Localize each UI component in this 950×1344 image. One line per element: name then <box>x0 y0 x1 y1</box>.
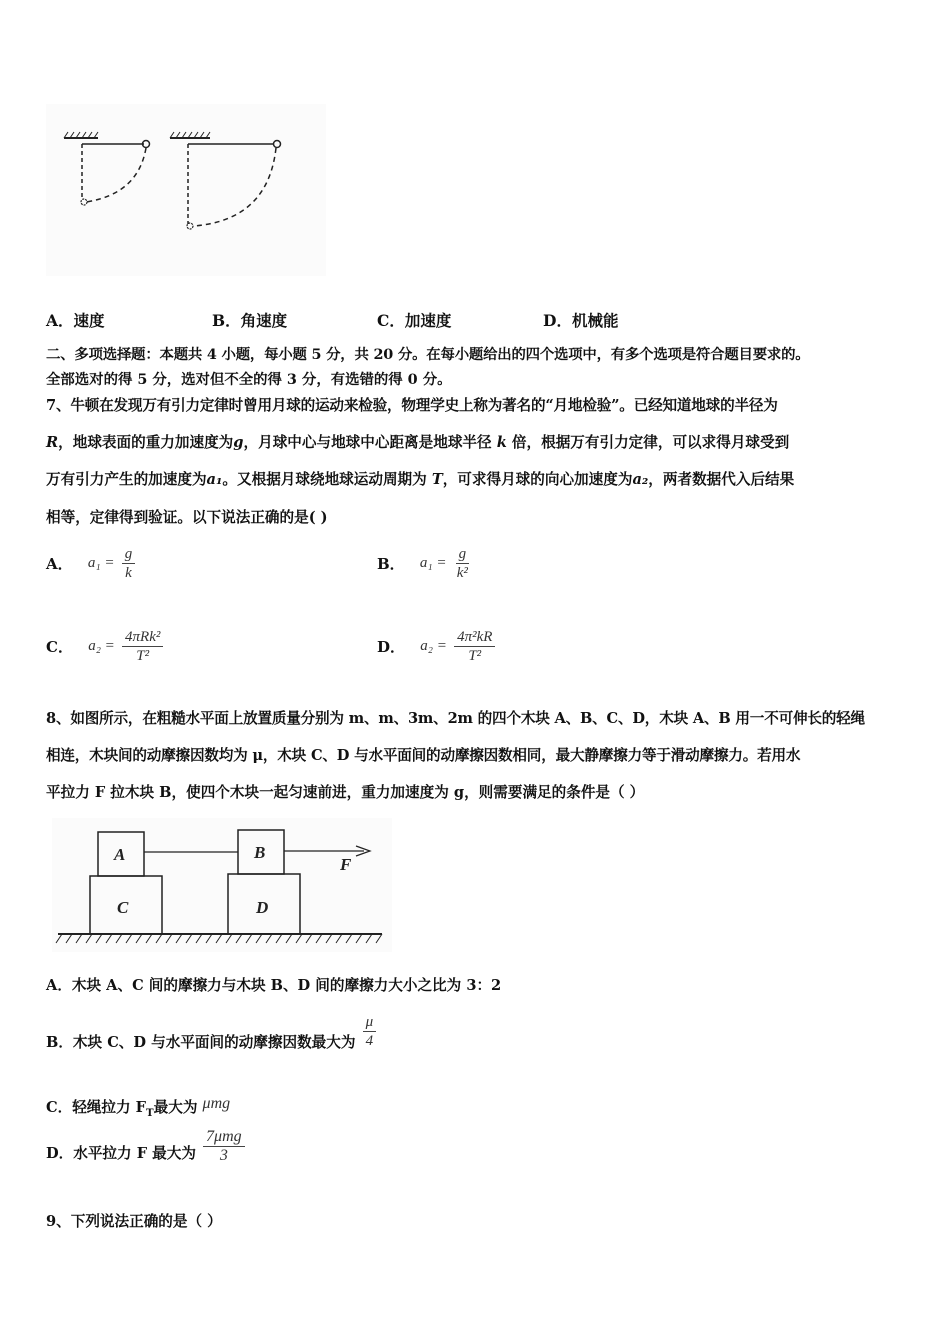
q6-option-b: B．角速度 <box>212 311 288 330</box>
fraction-denominator: T² <box>468 648 482 664</box>
pendulum-figure <box>46 104 326 276</box>
fraction-denominator: T² <box>136 648 150 664</box>
fraction-numerator: g <box>122 545 136 564</box>
q7-var-k: k <box>496 434 507 451</box>
option-label: B． <box>377 555 405 573</box>
formula-expr: μmg <box>202 1095 231 1112</box>
formula-lhs: a₂ = <box>420 638 447 654</box>
q9-line1: 9、下列说法正确的是（ ） <box>46 1213 222 1230</box>
q7-line1: 7、牛顿在发现万有引力定律时曾用月球的运动来检验，物理学史上称为著名的“月地检验”。已经知道地球的半径为 <box>46 397 778 414</box>
option-label: A． <box>46 555 73 573</box>
fraction-numerator: 4πRk² <box>122 628 163 647</box>
q7-option-b <box>377 545 473 582</box>
formula-fraction <box>454 545 471 582</box>
option-text: 最大为 <box>153 1099 198 1116</box>
fraction-numerator: 7μmg <box>203 1128 245 1147</box>
q6-option-d: D．机械能 <box>543 311 619 330</box>
q7-text: ，地球表面的重力加速度为 <box>58 434 234 451</box>
q6-option-a: A．速度 <box>46 311 105 330</box>
q7-line4: 相等，定律得到验证。以下说法正确的是( ) <box>46 509 328 526</box>
q7-text: ，可求得月球的向心加速度为 <box>442 471 633 488</box>
q7-option-d <box>377 628 497 665</box>
q8-option-c <box>46 1092 231 1119</box>
fraction-numerator: 4π²kR <box>454 628 495 647</box>
q8-line3: 平拉力 F 拉木块 B，使四个木块一起匀速前进，重力加速度为 g，则需要满足的条件是（ ） <box>46 784 645 801</box>
blocks-diagram <box>52 818 392 952</box>
q8-option-b <box>46 1013 378 1050</box>
q7-text: 万有引力产生的加速度为 <box>46 471 207 488</box>
fraction-numerator: μ <box>363 1013 377 1032</box>
label-b: B <box>254 843 266 862</box>
q7-line2 <box>46 433 789 453</box>
formula-fraction <box>122 628 163 665</box>
q7-text: ，两者数据代入后结果 <box>648 471 795 488</box>
formula-fraction <box>203 1128 245 1165</box>
label-d: D <box>256 898 269 917</box>
pendulum-diagram <box>46 104 326 276</box>
q7-text: 倍，根据万有引力定律，可以求得月球受到 <box>511 434 790 451</box>
q7-var-r: R <box>46 434 59 451</box>
option-label: C． <box>46 638 73 656</box>
formula-lhs: a₁ = <box>419 555 447 571</box>
q7-var-g: g <box>233 434 244 451</box>
label-a: A <box>114 845 126 864</box>
q7-text: ，月球中心与地球中心距离是地球半径 <box>243 434 492 451</box>
q7-var-t: T <box>431 471 443 488</box>
option-text: C．轻绳拉力 F <box>46 1099 147 1116</box>
subscript-t: T <box>146 1106 154 1119</box>
blocks-figure <box>52 818 392 952</box>
q8-option-a: A．木块 A、C 间的摩擦力与木块 B、D 间的摩擦力大小之比为 3：2 <box>46 977 502 994</box>
q7-text: 。又根据月球绕地球运动周期为 <box>222 471 427 488</box>
option-text: D．水平拉力 F 最大为 <box>46 1145 196 1162</box>
q8-line2: 相连，木块间的动摩擦因数均为 μ，木块 C、D 与水平面间的动摩擦因数相同，最大静摩擦力等于滑动摩擦力。若用水 <box>46 747 801 764</box>
label-c: C <box>117 898 129 917</box>
formula-lhs: a₂ = <box>88 638 115 654</box>
fraction-denominator: 3 <box>219 1147 228 1164</box>
label-f: F <box>340 855 352 874</box>
pendulum-left <box>64 132 150 205</box>
q7-var-a1: a₁ <box>206 471 223 488</box>
q8-option-d <box>46 1128 247 1165</box>
fraction-denominator: 4 <box>365 1033 374 1049</box>
q7-option-a <box>46 545 137 582</box>
option-text: B．木块 C、D 与水平面间的动摩擦因数最大为 <box>46 1034 356 1051</box>
option-label: D． <box>377 638 406 656</box>
formula-fraction <box>122 545 136 582</box>
section2-line1: 二、多项选择题：本题共 4 小题，每小题 5 分，共 20 分。在每小题给出的四个选项中，有多个选项是符合题目要求的。 <box>46 346 810 363</box>
q6-option-c: C．加速度 <box>377 311 452 330</box>
section2-line2: 全部选对的得 5 分，选对但不全的得 3 分，有选错的得 0 分。 <box>46 371 452 388</box>
q7-option-c <box>46 628 165 665</box>
fraction-numerator: g <box>456 545 470 564</box>
q7-var-a2: a₂ <box>632 471 649 488</box>
formula-fraction <box>454 628 495 665</box>
fraction-denominator: k <box>125 565 132 581</box>
formula-lhs: a₁ = <box>87 555 115 571</box>
q7-line3 <box>46 470 794 490</box>
fraction-denominator: k² <box>456 565 468 581</box>
q8-line1: 8、如图所示，在粗糙水平面上放置质量分别为 m、m、3m、2m 的四个木块 A、B、C、D，木块 A、B 用一不可伸长的轻绳 <box>46 710 865 727</box>
pendulum-right <box>170 132 281 229</box>
formula-fraction <box>363 1013 377 1050</box>
